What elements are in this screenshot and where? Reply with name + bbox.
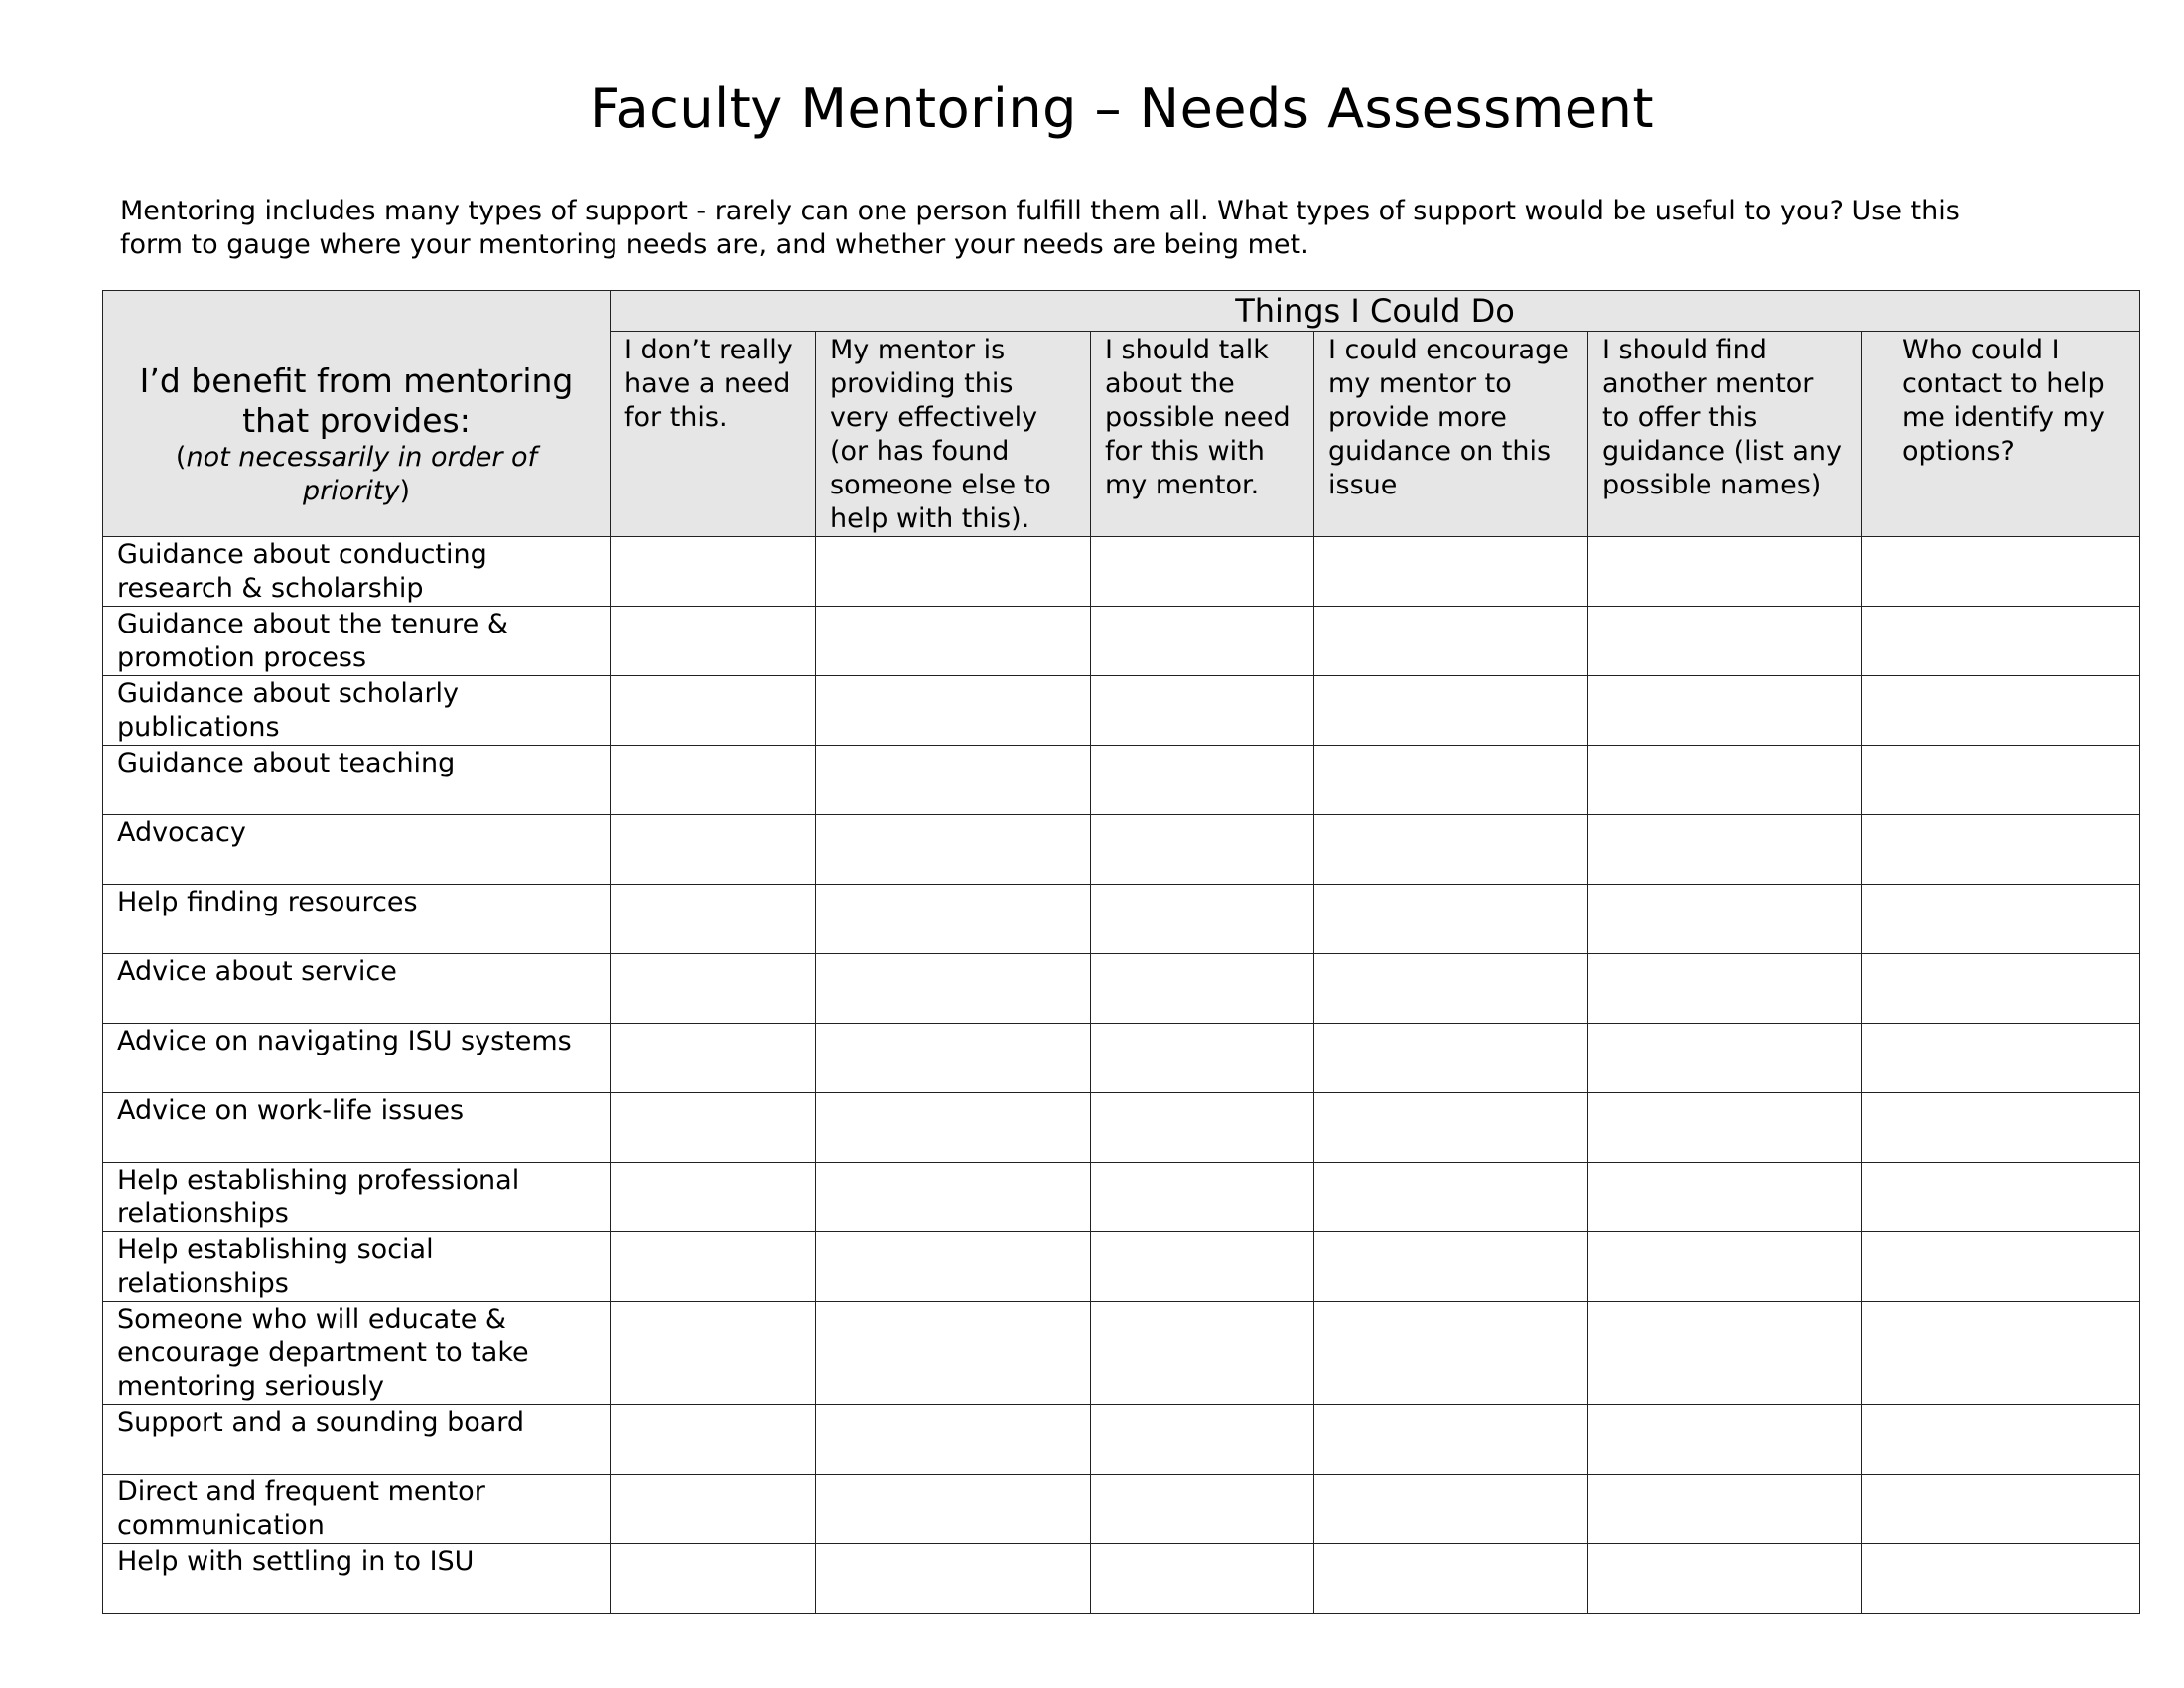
response-cell[interactable] xyxy=(1862,1544,2140,1614)
response-cell[interactable] xyxy=(816,1024,1091,1093)
response-cell[interactable] xyxy=(1588,1405,1862,1475)
row-label: Advice on work-life issues xyxy=(103,1093,611,1163)
response-cell[interactable] xyxy=(816,1544,1091,1614)
column-header: I should talk about the possible need for this with my mentor. xyxy=(1091,332,1314,537)
response-cell[interactable] xyxy=(816,676,1091,746)
response-cell[interactable] xyxy=(1588,676,1862,746)
table-row xyxy=(103,1302,2140,1405)
response-cell[interactable] xyxy=(1314,1405,1588,1475)
response-cell[interactable] xyxy=(1091,1475,1314,1544)
row-label: Advice about service xyxy=(103,954,611,1024)
table-row xyxy=(103,537,2140,607)
response-cell[interactable] xyxy=(611,815,816,885)
response-cell[interactable] xyxy=(1314,1544,1588,1614)
row-label: Guidance about scholarly publications xyxy=(103,676,611,746)
mentoring-needs-header-title: I’d benefit from mentoring that provides: xyxy=(139,360,574,440)
response-cell[interactable] xyxy=(816,746,1091,815)
response-cell[interactable] xyxy=(1588,815,1862,885)
table-row xyxy=(103,607,2140,676)
table-row xyxy=(103,954,2140,1024)
response-cell[interactable] xyxy=(1862,607,2140,676)
row-label: Support and a sounding board xyxy=(103,1405,611,1475)
response-cell[interactable] xyxy=(1091,885,1314,954)
response-cell[interactable] xyxy=(1314,1163,1588,1232)
table-row xyxy=(103,1024,2140,1093)
response-cell[interactable] xyxy=(1314,1232,1588,1302)
response-cell[interactable] xyxy=(611,1405,816,1475)
response-cell[interactable] xyxy=(1588,607,1862,676)
response-cell[interactable] xyxy=(816,1302,1091,1405)
response-cell[interactable] xyxy=(816,1163,1091,1232)
needs-assessment-table xyxy=(102,290,2140,1614)
response-cell[interactable] xyxy=(1588,1302,1862,1405)
row-label: Direct and frequent mentor communication xyxy=(103,1475,611,1544)
response-cell[interactable] xyxy=(1862,954,2140,1024)
response-cell[interactable] xyxy=(1314,1093,1588,1163)
response-cell[interactable] xyxy=(816,607,1091,676)
response-cell[interactable] xyxy=(611,1475,816,1544)
response-cell[interactable] xyxy=(1862,746,2140,815)
response-cell[interactable] xyxy=(611,1093,816,1163)
row-label: Guidance about conducting research & scholarship xyxy=(103,537,611,607)
response-cell[interactable] xyxy=(816,1405,1091,1475)
response-cell[interactable] xyxy=(1588,537,1862,607)
response-cell[interactable] xyxy=(1091,954,1314,1024)
response-cell[interactable] xyxy=(1314,885,1588,954)
response-cell[interactable] xyxy=(1314,607,1588,676)
response-cell[interactable] xyxy=(1862,1475,2140,1544)
response-cell[interactable] xyxy=(816,1232,1091,1302)
response-cell[interactable] xyxy=(1862,885,2140,954)
response-cell[interactable] xyxy=(1862,815,2140,885)
table-row xyxy=(103,746,2140,815)
table-row xyxy=(103,1093,2140,1163)
row-label: Someone who will educate & encourage department to take mentoring seriously xyxy=(103,1302,611,1405)
response-cell[interactable] xyxy=(1091,1544,1314,1614)
row-label: Advocacy xyxy=(103,815,611,885)
response-cell[interactable] xyxy=(1862,1405,2140,1475)
response-cell[interactable] xyxy=(611,954,816,1024)
response-cell[interactable] xyxy=(1091,1302,1314,1405)
column-header: I don’t really have a need for this. xyxy=(611,332,816,537)
response-cell[interactable] xyxy=(1314,815,1588,885)
response-cell[interactable] xyxy=(1091,1232,1314,1302)
response-cell[interactable] xyxy=(611,1302,816,1405)
response-cell[interactable] xyxy=(611,885,816,954)
response-cell[interactable] xyxy=(1588,885,1862,954)
response-cell[interactable] xyxy=(1314,1475,1588,1544)
response-cell[interactable] xyxy=(1862,537,2140,607)
response-cell[interactable] xyxy=(1091,815,1314,885)
response-cell[interactable] xyxy=(1314,537,1588,607)
row-label: Guidance about the tenure & promotion process xyxy=(103,607,611,676)
response-cell[interactable] xyxy=(1091,746,1314,815)
row-label: Guidance about teaching xyxy=(103,746,611,815)
column-header: I could encourage my mentor to provide more guidance on this issue xyxy=(1314,332,1588,537)
column-header: I should find another mentor to offer this guidance (list any possible names) xyxy=(1588,332,1862,537)
table-row xyxy=(103,676,2140,746)
row-label: Advice on navigating ISU systems xyxy=(103,1024,611,1093)
response-cell[interactable] xyxy=(816,1475,1091,1544)
response-cell[interactable] xyxy=(816,954,1091,1024)
response-cell[interactable] xyxy=(1862,1232,2140,1302)
response-cell[interactable] xyxy=(1588,1163,1862,1232)
table-row xyxy=(103,1475,2140,1544)
row-label: Help establishing professional relationships xyxy=(103,1163,611,1232)
mentoring-needs-header-note: (not necessarily in order of priority) xyxy=(175,441,538,506)
response-cell[interactable] xyxy=(1588,1024,1862,1093)
column-header: Who could I contact to help me identify my options? xyxy=(1862,332,2140,537)
table-row xyxy=(103,1405,2140,1475)
response-cell[interactable] xyxy=(1091,607,1314,676)
mentoring-needs-header xyxy=(103,291,611,537)
things-i-could-do-header: Things I Could Do xyxy=(611,291,2140,332)
intro-line-1: Mentoring includes many types of support - rarely can one person fulfill them all. What types of support would be useful to you? Use this xyxy=(120,196,1960,226)
response-cell[interactable] xyxy=(611,1024,816,1093)
table-row xyxy=(103,885,2140,954)
response-cell[interactable] xyxy=(1862,1024,2140,1093)
response-cell[interactable] xyxy=(611,607,816,676)
response-cell[interactable] xyxy=(1091,537,1314,607)
response-cell[interactable] xyxy=(1314,954,1588,1024)
response-cell[interactable] xyxy=(1091,1163,1314,1232)
response-cell[interactable] xyxy=(1588,1232,1862,1302)
column-header: My mentor is providing this very effectively (or has found someone else to help with this). xyxy=(816,332,1091,537)
row-label: Help establishing social relationships xyxy=(103,1232,611,1302)
response-cell[interactable] xyxy=(1314,676,1588,746)
response-cell[interactable] xyxy=(816,885,1091,954)
response-cell[interactable] xyxy=(1314,1024,1588,1093)
response-cell[interactable] xyxy=(1862,1163,2140,1232)
table-row xyxy=(103,1232,2140,1302)
response-cell[interactable] xyxy=(816,815,1091,885)
response-cell[interactable] xyxy=(1091,1024,1314,1093)
intro-line-2: form to gauge where your mentoring needs are, and whether your needs are being met. xyxy=(120,229,1309,260)
response-cell[interactable] xyxy=(611,676,816,746)
row-label: Help finding resources xyxy=(103,885,611,954)
table-row xyxy=(103,1163,2140,1232)
response-cell[interactable] xyxy=(1588,954,1862,1024)
response-cell[interactable] xyxy=(1091,676,1314,746)
response-cell[interactable] xyxy=(816,1093,1091,1163)
response-cell[interactable] xyxy=(1862,676,2140,746)
response-cell[interactable] xyxy=(1314,1302,1588,1405)
response-cell[interactable] xyxy=(611,1163,816,1232)
response-cell[interactable] xyxy=(1862,1302,2140,1405)
response-cell[interactable] xyxy=(816,537,1091,607)
response-cell[interactable] xyxy=(1588,1544,1862,1614)
table-row xyxy=(103,815,2140,885)
response-cell[interactable] xyxy=(1862,1093,2140,1163)
response-cell[interactable] xyxy=(611,1232,816,1302)
response-cell[interactable] xyxy=(1588,1093,1862,1163)
response-cell[interactable] xyxy=(1091,1405,1314,1475)
intro-text xyxy=(120,195,2066,262)
response-cell[interactable] xyxy=(1588,1475,1862,1544)
response-cell[interactable] xyxy=(1091,1093,1314,1163)
page-title: Faculty Mentoring – Needs Assessment xyxy=(589,77,1655,140)
response-cell[interactable] xyxy=(611,537,816,607)
row-label: Help with settling in to ISU xyxy=(103,1544,611,1614)
table-row xyxy=(103,1544,2140,1614)
response-cell[interactable] xyxy=(611,1544,816,1614)
response-cell[interactable] xyxy=(611,746,816,815)
response-cell[interactable] xyxy=(1314,746,1588,815)
response-cell[interactable] xyxy=(1588,746,1862,815)
